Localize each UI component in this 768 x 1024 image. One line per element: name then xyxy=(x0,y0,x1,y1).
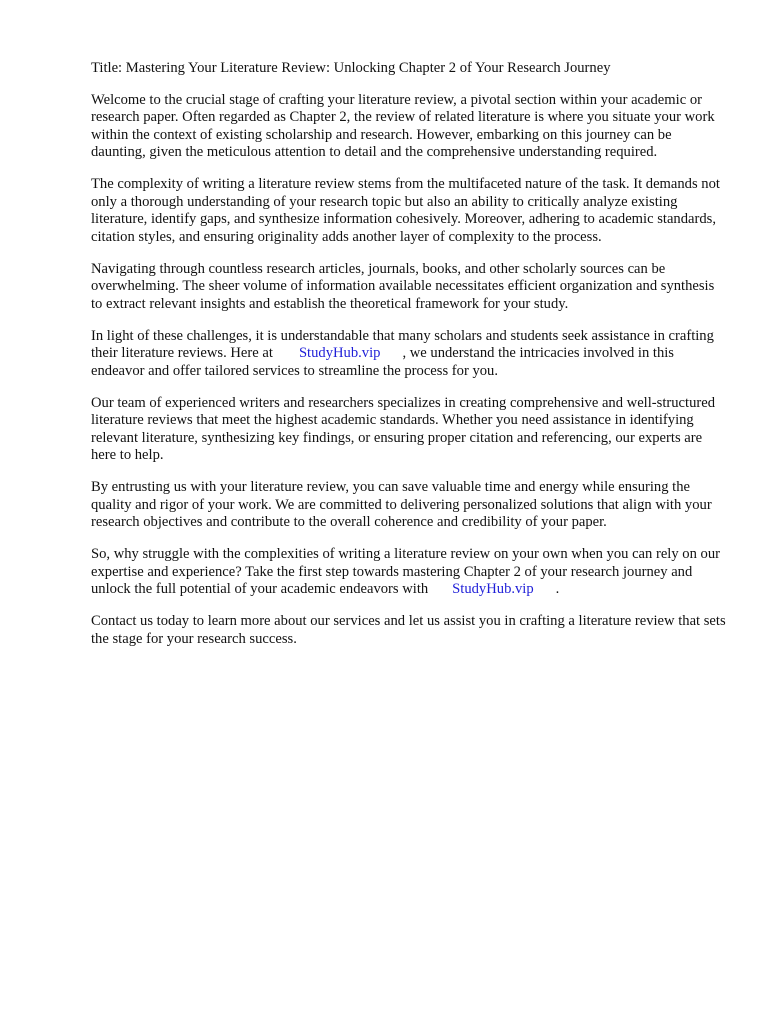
paragraph-intro: Welcome to the crucial stage of crafting your literature review, a pivotal section within your academic or research paper. Often regarded as Chapter 2, the review of related literature is where you situate your work within the context of existing scholarship and research. However, embarking on this journey can be daunting, given the meticulous attention to detail and the comprehensive understanding required. xyxy=(91,91,715,161)
paragraph-why-struggle-end: . xyxy=(555,581,560,598)
paragraph-challenges-text-end: , we understand the intricacies involved in this endeavor and offer tailored services to streamline the process for you. xyxy=(91,345,674,379)
studyhub-link[interactable]: StudyHub.vip xyxy=(298,345,381,362)
paragraph-challenges xyxy=(91,328,728,381)
document-title: Title: Mastering Your Literature Review: Unlocking Chapter 2 of Your Research Journey xyxy=(91,60,611,76)
paragraph-challenges-text: In light of these challenges, it is understandable that many scholars and students seek assistance in crafting their literature reviews. Here at xyxy=(91,327,714,362)
paragraph-contact: Contact us today to learn more about our services and let us assist you in crafting a literature review that sets the stage for your research success. xyxy=(91,613,726,647)
paragraph-team: Our team of experienced writers and researchers specializes in creating comprehensive and well-structured literature reviews that meet the highest academic standards. Whether you need assistance in identifying relevant literature, synthesizing key findings, or ensuring proper citation and referencing, our experts are here to help. xyxy=(91,394,716,464)
paragraph-why-struggle xyxy=(91,546,728,599)
paragraph-complexity: The complexity of writing a literature review stems from the multifaceted nature of the task. It demands not only a thorough understanding of your research topic but also an ability to critically analyze existing literature, identify gaps, and synthesize information cohesively. Moreover, adhering to academic standards, citation styles, and ensuring originality adds another layer of complexity to the process. xyxy=(91,176,720,245)
paragraph-navigating: Navigating through countless research articles, journals, books, and other scholarly sources can be overwhelming. The sheer volume of information available necessitates efficient organization and synthesis to extract relevant insights and establish the theoretical framework for your study. xyxy=(91,260,715,312)
paragraph-entrusting: By entrusting us with your literature review, you can save valuable time and energy while ensuring the quality and rigor of your work. We are committed to delivering personalized solutions that align with your research objectives and contribute to the overall coherence and credibility of your paper. xyxy=(91,479,712,531)
studyhub-link-2[interactable]: StudyHub.vip xyxy=(452,581,534,598)
paragraph-why-struggle-text: So, why struggle with the complexities of writing a literature review on your own when you can rely on our expertise and experience? Take the first step towards mastering Chapter 2 of your research journey and unlock the full potential of your academic endeavors with xyxy=(91,546,721,598)
